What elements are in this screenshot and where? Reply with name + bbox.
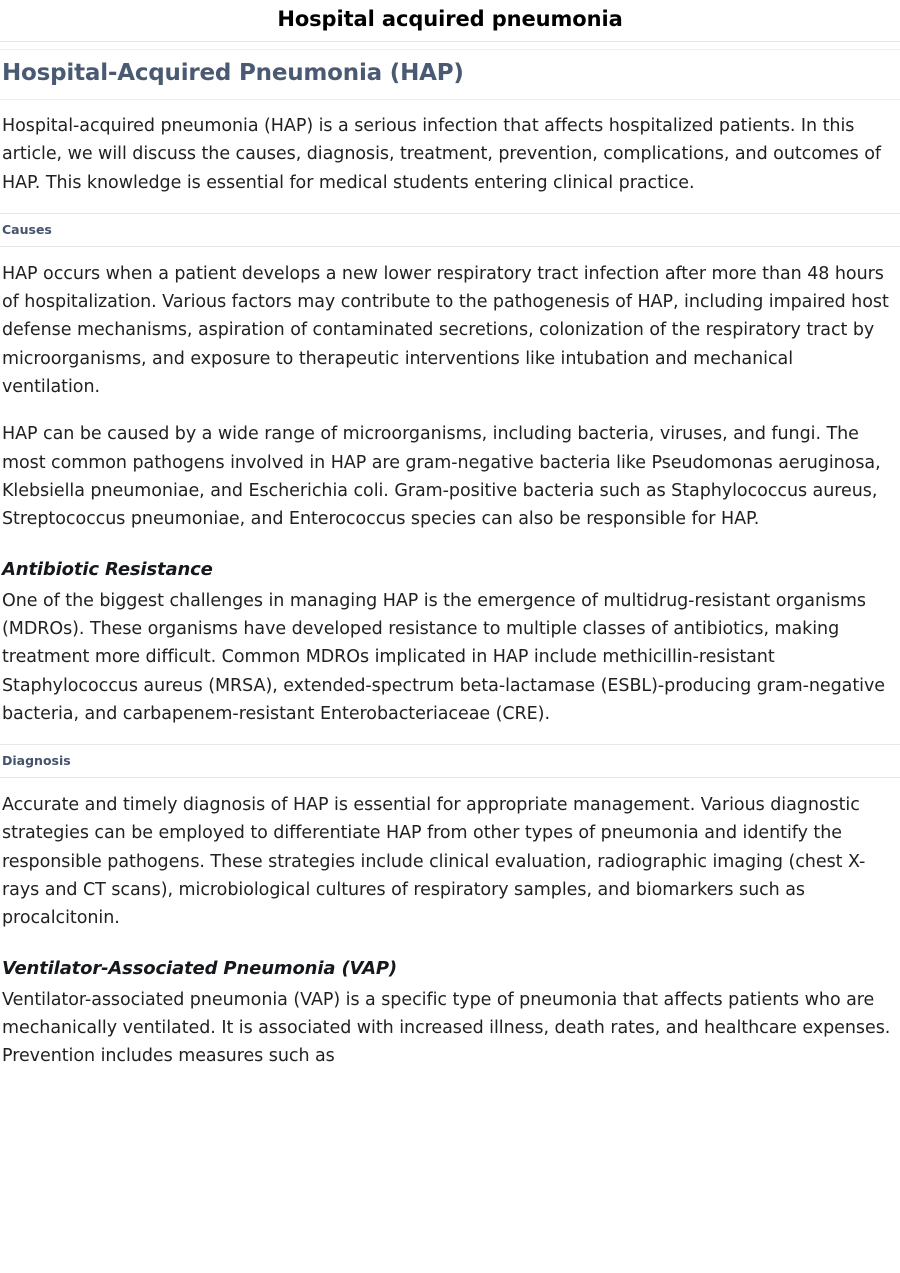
intro-block: [0, 100, 900, 197]
antibiotic-resistance-block: [0, 534, 900, 729]
section-label-diagnosis: Diagnosis: [2, 753, 71, 769]
causes-body: [0, 247, 900, 534]
causes-paragraph-2: HAP can be caused by a wide range of microorganisms, including bacteria, viruses, and fungi. The most common pathogens involved in HAP are gram-negative bacteria like Pseudomonas aeruginosa, Klebsiella pneumoniae, and Escherichia coli. Gram-positive bacteria such as Staphylococcus aureus, Streptococcus pneumoniae, and Enterococcus species can also be responsible for HAP.: [2, 424, 881, 530]
page-title: Hospital acquired pneumonia: [277, 7, 623, 31]
spacer: [0, 42, 900, 49]
subheading-ventilator-associated-pneumonia: Ventilator-Associated Pneumonia (VAP): [2, 957, 398, 979]
intro-paragraph: Hospital-acquired pneumonia (HAP) is a serious infection that affects hospitalized patients. In this article, we will discuss the causes, diagnosis, treatment, prevention, complications, and outcomes of HAP. This knowledge is essential for medical students entering clinical practice.: [2, 116, 881, 193]
spacer: [0, 197, 900, 213]
subheading-antibiotic-resistance: Antibiotic Resistance: [2, 558, 213, 580]
antibiotic-resistance-paragraph: One of the biggest challenges in managing HAP is the emergence of multidrug-resistant organisms (MDROs). These organisms have developed resistance to multiple classes of antibiotics, making treatment more difficult. Common MDROs implicated in HAP include methicillin-resistant Staphylococcus aureus (MRSA), extended-spectrum beta-lactamase (ESBL)-producing gram-negative bacteria, and carbapenem-resistant Enterobacteriaceae (CRE).: [2, 590, 885, 725]
article-heading: Hospital-Acquired Pneumonia (HAP): [2, 60, 464, 87]
vap-block: [0, 933, 900, 1071]
spacer: [0, 728, 900, 744]
section-label-causes: Causes: [2, 222, 52, 238]
diagnosis-paragraph-1: Accurate and timely diagnosis of HAP is essential for appropriate management. Various diagnostic strategies can be employed to differentiate HAP from other types of pneumonia and identify the responsible pathogens. These strategies include clinical evaluation, radiographic imaging (chest X-rays and CT scans), microbiological cultures of respiratory samples, and biomarkers such as procalcitonin.: [2, 794, 866, 929]
causes-paragraph-1: HAP occurs when a patient develops a new lower respiratory tract infection after more than 48 hours of hospitalization. Various factors may contribute to the pathogenesis of HAP, including impaired host defense mechanisms, aspiration of contaminated secretions, colonization of the respiratory tract by microorganisms, and exposure to therapeutic interventions like intubation and mechanical ventilation.: [2, 263, 889, 398]
vap-paragraph: Ventilator-associated pneumonia (VAP) is a specific type of pneumonia that affects patients who are mechanically ventilated. It is associated with increased illness, death rates, and healthcare expenses. Prevention includes measures such as: [2, 989, 891, 1067]
diagnosis-body: [0, 778, 900, 933]
